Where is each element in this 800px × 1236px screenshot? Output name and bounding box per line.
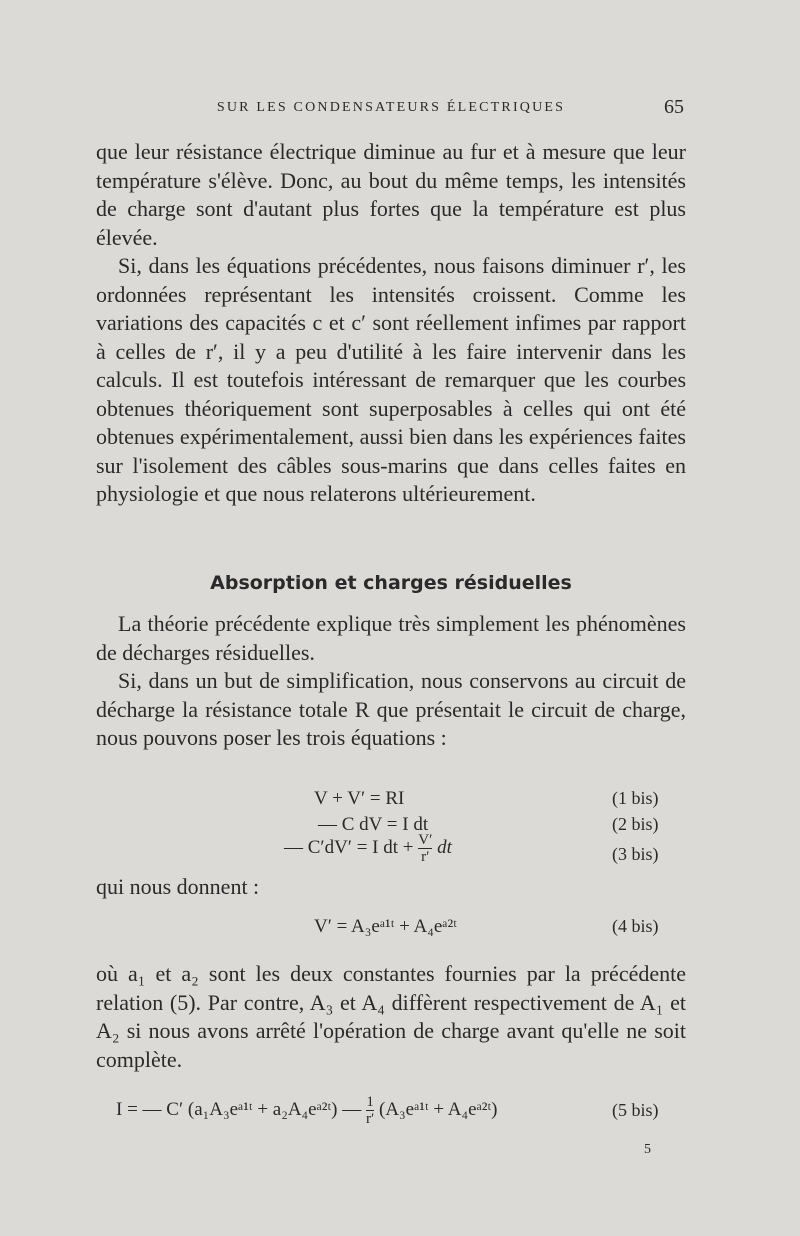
- equation-5-fraction: [366, 1094, 374, 1127]
- equation-5: [116, 1094, 497, 1127]
- paragraph-constantes: où a₁ et a₂ sont les deux constantes fournies par la précédente relation (5). Par contre, A₃ et A₄ diffèrent respectivement de A₁ et A₂ si nous avons arrêté l'opération de charge avant qu'elle ne soit complète.: [96, 961, 686, 1072]
- body-text-middle: [96, 610, 686, 753]
- running-head: SUR LES CONDENSATEURS ÉLECTRIQUES: [216, 100, 566, 115]
- equation-4: V′ = A₃eᵃ¹ᵗ + A₄eᵃ²ᵗ: [314, 916, 457, 937]
- signature-mark: 5: [644, 1142, 651, 1157]
- body-text-bottom: [96, 960, 686, 1074]
- section-title: Absorption et charges résiduelles: [210, 572, 572, 594]
- equation-5-left: I = — C′ (a₁A₃eᵃ¹ᵗ + a₂A₄eᵃ²ᵗ) —: [116, 1098, 362, 1120]
- equation-3-label: (3 bis): [612, 844, 659, 864]
- equation-3: [284, 832, 452, 865]
- equation-2: — C dV = I dt: [318, 814, 429, 835]
- equation-3-fraction: [418, 832, 432, 865]
- equation-3-right: dt: [437, 836, 452, 858]
- equation-1-label: (1 bis): [612, 788, 659, 808]
- equation-3-left: — C′dV′ = I dt +: [284, 836, 414, 858]
- equation-3-numerator: V′: [418, 832, 433, 848]
- equation-5-label: (5 bis): [612, 1100, 659, 1120]
- equation-5-denominator: r′: [365, 1111, 375, 1127]
- paragraph-continuation: que leur résistance électrique diminue au fur et à mesure que leur température s'élève. Donc, au bout du même temps, les intensités de charge sont d'autant plus fortes que la température est plus élevée.: [96, 139, 686, 250]
- equation-5-right: (A₃eᵃ¹ᵗ + A₄eᵃ²ᵗ): [379, 1098, 498, 1120]
- paragraph-capacites: Si, dans les équations précédentes, nous faisons diminuer r′, les ordonnées représentant les intensités croissent. Comme les variations des capacités c et c′ sont réellement infimes par rapport à celles de r′, il y a peu d'utilité à les faire intervenir dans les calculs. Il est toutefois intéressant de remarquer que les courbes obtenues théoriquement sont superposables à celles qui ont été obtenues expérimentalement, aussi bien dans les expériences faites sur l'isolement des câbles sous-marins que dans celles faites en physiologie et que nous relaterons ultérieurement.: [96, 253, 686, 506]
- page-number: 65: [664, 96, 684, 118]
- equation-5-numerator: 1: [366, 1094, 374, 1110]
- equation-1: V + V′ = RI: [314, 788, 405, 809]
- equation-2-label: (2 bis): [612, 814, 659, 834]
- equation-3-denominator: r′: [418, 848, 432, 865]
- body-text-top: [96, 138, 686, 509]
- paragraph-theorie: La théorie précédente explique très simplement les phénomènes de décharges résiduelles.: [96, 611, 686, 665]
- paragraph-simplification: Si, dans un but de simplification, nous conservons au circuit de décharge la résistance totale R que présentait le circuit de charge, nous pouvons poser les trois équations :: [96, 668, 686, 750]
- paragraph-donnent: qui nous donnent :: [96, 874, 260, 899]
- equation-4-label: (4 bis): [612, 916, 659, 936]
